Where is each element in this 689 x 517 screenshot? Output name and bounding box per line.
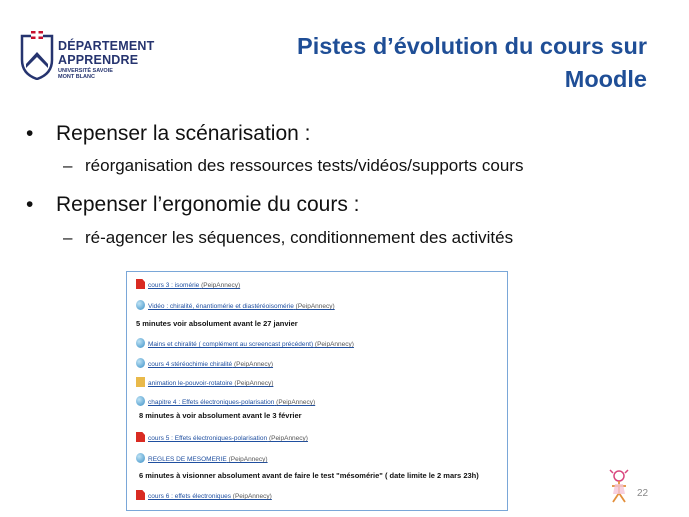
pdf-icon (136, 279, 145, 289)
sub-bullet-2-text: ré-agencer les séquences, conditionnement des activités (85, 228, 514, 247)
sub-bullet-1-text: réorganisation des ressources tests/vidéos/supports cours (85, 156, 524, 175)
logo-line-1: DÉPARTEMENT (58, 39, 155, 53)
globe-icon (136, 300, 145, 310)
shield-logo-icon (20, 30, 54, 80)
pdf-icon (136, 432, 145, 442)
globe-icon (136, 453, 145, 463)
bullet-dot: • (26, 193, 34, 216)
page-number: 22 (637, 488, 649, 499)
condition-note: 8 minutes à voir absolument avant le 3 février (139, 411, 302, 420)
globe-icon (136, 338, 145, 348)
course-item-link[interactable]: Vidéo : chiralité, énantiomérie et diastéréoisomérie (PeipAnnecy) (148, 303, 335, 310)
sub-bullet-dash: – (63, 228, 73, 247)
logo-line-3: UNIVERSITÉ SAVOIE MONT BLANC (58, 68, 113, 80)
course-item-link[interactable]: cours 4 stéréochimie chiralité (PeipAnnecy) (148, 361, 274, 368)
course-item-link[interactable]: cours 6 : effets électroniques (PeipAnnecy) (148, 493, 272, 500)
course-item-link[interactable]: REGLES DE MESOMERIE (PeipAnnecy) (148, 456, 268, 463)
bullet-1-text: Repenser la scénarisation : (56, 122, 311, 145)
moodle-course-screenshot (126, 271, 508, 511)
course-item-link[interactable]: cours 3 : isomérie (PeipAnnecy) (148, 282, 241, 289)
condition-note: 6 minutes à visionner absolument avant de faire le test "mésomérie" ( date limite le 2 mars 23h) (139, 471, 479, 480)
bullet-dot: • (26, 122, 34, 145)
folder-icon (136, 377, 145, 387)
condition-note: 5 minutes voir absolument avant le 27 janvier (136, 319, 298, 328)
sub-bullet-dash: – (63, 156, 73, 175)
department-logo (20, 30, 170, 82)
mascot-icon (608, 467, 630, 505)
course-item-link[interactable]: cours 5 : Effets électroniques-polarisation (PeipAnnecy) (148, 435, 308, 442)
pdf-icon (136, 490, 145, 500)
logo-line-2: APPRENDRE (58, 53, 139, 67)
course-item-link[interactable]: Mains et chiralité ( complément au screencast précédent) (PeipAnnecy) (148, 341, 354, 348)
course-item-link[interactable]: chapitre 4 : Effets électroniques-polarisation (PeipAnnecy) (148, 399, 316, 406)
course-item-link[interactable]: animation le-pouvoir-rotatoire (PeipAnnecy) (148, 380, 274, 387)
globe-icon (136, 358, 145, 368)
bullet-2-text: Repenser l’ergonomie du cours : (56, 193, 360, 216)
globe-icon (136, 396, 145, 406)
slide-title: Pistes d’évolution du cours sur Moodle (297, 33, 647, 92)
